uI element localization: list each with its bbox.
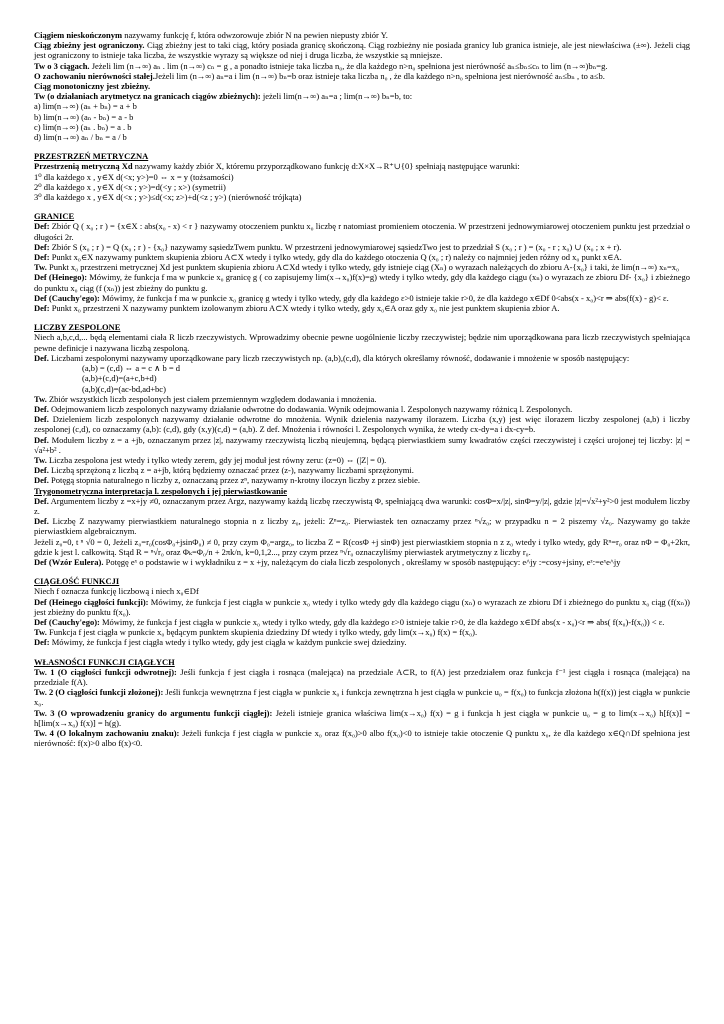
trig-text-2: Jeżeli z₀=0, t ⁿ √0 = 0, Jeżeli z₀=r₀(cosΦ₀+jsinΦ₀) ≠ 0, przy czym Φ₀=argz₀, to liczba Z = R(cosΦ +j sinΦ) jest pierwiastkiem stopnia n z z₀ wtedy i tylko wtedy, gdy Rⁿ=r₀ oraz nΦ = Φ₀+2kπ, gdzie k jest l. całkowitą. Stąd R = ⁿ√r₀ oraz Φₖ=Φ₀/n + 2πk/n, k=0,1,2..., przy czym przez ⁿ√r₀ oznaczyliśmy pierwiastek arytmetyczny z liczby r₀. <box>34 536 690 557</box>
complex-text-5: Liczbą sprzężoną z liczbą z = a+jb, którą będziemy oznaczać przez (z-), nazywamy liczbami sprzężonymi. <box>48 465 414 476</box>
limits-lead-4: Def (Heinego): <box>34 272 88 283</box>
metric-space-lead-0: Przestrzenią metryczną Xd <box>34 161 133 172</box>
limits-text-3: Punkt x₀ przestrzeni metrycznej Xd jest punktem skupienia zbioru A⊂Xd wtedy i tylko wtedy, gdy istnieje ciąg (Xₙ) o wyrazach należących do zbioru A-{x₀} i taki, że lim(n→∞) xₙ=x₀ <box>46 262 680 273</box>
complex-text-0: Zbiór wszystkich liczb zespolonych jest ciałem przemiennym względem dodawania i mnożenia. <box>46 393 377 404</box>
continuity-paragraph-3 <box>34 627 690 637</box>
sequences-text-1: Ciąg zbieżny jest to taki ciąg, który posiada granicę skończoną. Ciąg rozbieżny nie posiada granicy lub granica istnieje, ale jest niewłaściwa (±∞). Jeżeli ciąg jest ograniczony to istnieje taka liczba, że wszystkie wyrazy są większe od niej i druga liczba, że wszystkie są mniejsze. <box>34 40 691 61</box>
continuous-props-paragraph-3 <box>34 728 690 748</box>
limits-paragraph-2 <box>34 252 690 262</box>
metric-space-text-1: 1⁰ dla każdego x , y∈X d(<x; y>)=0 ⇔ x = y (tożsamości) <box>34 171 234 182</box>
complex-text-1: Odejmowaniem liczb zespolonych nazywamy działanie odwrotne do dodawania. Wynik odejmowania l. Zespolonych nazywamy różnicą l. Zespolonych. <box>48 403 573 414</box>
continuous-props-heading: WŁASNOŚCI FUNKCJI CIĄGŁYCH <box>34 656 175 667</box>
continuous-props-paragraph-0 <box>34 667 690 687</box>
complex-text-3: Modułem liczby z = a +jb, oznaczanym przez |z|, nazywamy rzeczywistą liczbą nieujemną, będącą pierwiastkiem sumy kwadratów części rzeczywistej i części urojonej tej liczby: |z| = √a²+b² . <box>34 434 690 455</box>
limits-paragraph-4 <box>34 272 690 292</box>
complex-lead-0: Tw. <box>34 393 47 404</box>
limits-text-5: Mówimy, że funkcja f ma w punkcie x₀ granicę g wtedy i tylko wtedy, gdy dla każdego ε>0 istnieje takie r>0, że dla każdego x∈Df 0<abs(x - x₀)<r ⇒ abs(f(x) - g)< ε. <box>99 292 669 303</box>
limits-text-2: Punkt x₀∈X nazywamy punktem skupienia zbioru A⊂X wtedy i tylko wtedy, gdy dla do każdego otoczenia Q (x₀ ; r) należy co najmniej jeden różny od x₀ punkt x∈A. <box>49 252 622 263</box>
sequences-paragraph-5 <box>34 91 690 101</box>
limit-rule-item-2: c) lim(n→∞) (aₙ . bₙ) = a . b <box>34 121 132 132</box>
continuous-props-lead-2: Tw. 3 (O wprowadzeniu granicy do argumentu funkcji ciągłej): <box>34 707 273 718</box>
continuity-text-0: Niech f oznacza funkcję liczbową i niech x₀∈Df <box>34 586 199 597</box>
sequences-paragraph-3 <box>34 71 690 81</box>
trig-lead-3: Def (Wzór Eulera). <box>34 556 104 567</box>
continuous-props-text-2: Jeżeli istnieje granica właściwa lim(x→x₀) f(x) = g i funkcja h jest ciągła w punkcie u₀ = g to lim(x→x₀) h[f(x)] = h[lim(x→x₀) f(x)] = h(g). <box>34 707 690 728</box>
complex-intro-text-1: Liczbami zespolonymi nazywamy uporządkowane pary liczb rzeczywistych np. (a,b),(c,d), dla których określamy równość, dodawanie i mnożenie w sposób następujący: <box>48 352 630 363</box>
complex-heading: LICZBY ZESPOLONE <box>34 322 121 333</box>
complex-paragraph-0 <box>34 394 690 404</box>
trig-paragraph-3 <box>34 557 690 567</box>
metric-space-heading: PRZESTRZEŃ METRYCZNA <box>34 151 149 162</box>
metric-space-text-2: 2⁰ dla każdego x , y∈X d(<x ; y>)=d(<y ; x>) (symetrii) <box>34 181 226 192</box>
metric-space-text-0: nazywamy każdy zbiór X, któremu przyporządkowano funkcję d:X×X→R⁺∪{0} spełniają następujące warunki: <box>132 161 520 172</box>
complex-intro-lead-1: Def. <box>34 352 49 363</box>
complex-def-item-1: (a,b)+(c,d)=(a+c,b+d) <box>82 373 157 384</box>
limits-lead-1: Def: <box>34 241 50 252</box>
complex-intro-text-0: Niech a,b,c,d,... będą elementami ciała R liczb rzeczywistych. Wprowadzimy obecnie pewne uogólnienie liczby rzeczywistej; będzie nim uporządkowana para liczb rzeczywistych spełniająca pewne definicje i nazywana liczbą zespoloną. <box>34 332 690 353</box>
sequences-text-3: Jeżeli lim (n→∞) aₙ=a i lim (n→∞) bₙ=b oraz istnieje taka liczba n₀ , że dla każdego n>n₀ spełniona jest nierówność aₙ≤bₙ , to a≤b. <box>154 70 605 81</box>
sequences-lead-3: O zachowaniu nierówności stałej. <box>34 70 155 81</box>
sequences-text-5: jeżeli lim(n→∞) aₙ=a ; lim(n→∞) bₙ=b, to: <box>260 91 413 102</box>
complex-lead-3: Def. <box>34 434 49 445</box>
complex-paragraph-1 <box>34 404 690 414</box>
limits-text-4: Mówimy, że funkcja f ma w punkcie x₀ granicę g ( co zapisujemy lim(x→x₀)f(x)=g) wtedy i tylko wtedy, gdy dla każdego ciągu (xₙ) o wyrazach ze zbioru Df- {x₀} i zbieżnego do punktu x₀ ciąg (f (xₙ)) jest zbieżny do punktu g. <box>34 272 690 293</box>
limits-paragraph-0 <box>34 221 690 241</box>
continuity-text-3: Funkcja f jest ciągła w punkcie x₀ będącym punktem skupienia dziedziny Df wtedy i tylko wtedy, gdy lim(x→x₀) f(x) = f(x₀). <box>46 627 478 638</box>
sequences-lead-0: Ciągiem nieskończonym <box>34 30 123 40</box>
sequences-lead-2: Tw o 3 ciągach. <box>34 60 90 71</box>
limits-text-1: Zbiór S (x₀ ; r ) = Q (x₀ ; r ) - {x₀} nazywamy sąsiedzTwem punktu. W przestrzeni jednowymiarowej sąsiedzTwo jest to przedział S (x₀ ; r ) = (x₀ - r ; x₀) ∪ (x₀ ; x + r). <box>49 241 622 252</box>
trig-lead-0: Def. <box>34 495 49 506</box>
sequences-paragraph-2 <box>34 61 690 71</box>
complex-text-2: Dzieleniem liczb zespolonych nazywamy działanie odwrotne do mnożenia. Wynik dzielenia nazywamy ilorazem. Liczba (x,y) jest więc ilorazem liczby zespolonej (a,b) i liczby zespolonej (c,d), co oznaczamy (a,b): (c,d), gdy (x,y)(c,d) = (a,b). Z def. Mnożenia i równości l. Zespolonych wynika, że wtedy cx-dy=a i dx-cy=b. <box>34 414 690 435</box>
continuous-props-paragraph-1 <box>34 687 690 707</box>
sequences-text-2: Jeżeli lim (n→∞) aₙ . lim (n→∞) cₙ = g , a ponadto istnieje taka liczba n₀, że dla każdego n>n₀ spełniona jest nierówność aₙ≤bₙ≤cₙ to lim (n→∞)bₙ=g. <box>89 60 608 71</box>
continuity-text-4: Mówimy, że funkcja f jest ciągła wtedy i tylko wtedy, gdy jest ciągła w każdym punkcie swej dziedziny. <box>49 637 407 648</box>
trig-paragraph-2 <box>34 537 690 557</box>
trig-paragraph-0 <box>34 496 690 516</box>
trig-text-0: Argumentem liczby z =x+jy ≠0, oznaczanym przez Argz, nazywamy każdą liczbę rzeczywistą Φ, spełniającą dwa warunki: cosΦ=x/|z|, sinΦ=y/|z|, gdzie |z|=√x²+y²>0 jest modułem liczby z. <box>34 495 690 516</box>
trig-text-1: Liczbę Z nazywamy pierwiastkiem naturalnego stopnia n z liczby z₀, jeżeli: Zⁿ=z₀. Pierwiastek ten oznaczamy przez ⁿ√z₀; w przypadku n = 2 piszemy √z₀. Nazywamy go także pierwiastkiem algebraicznym. <box>34 516 690 537</box>
continuity-paragraph-1 <box>34 597 690 617</box>
sequences-paragraph-0 <box>34 30 690 40</box>
complex-lead-1: Def. <box>34 403 49 414</box>
limits-lead-2: Def: <box>34 252 50 263</box>
complex-paragraph-3 <box>34 435 690 455</box>
complex-paragraph-6 <box>34 475 690 485</box>
complex-lead-5: Def. <box>34 465 49 476</box>
limits-lead-6: Def: <box>34 303 50 314</box>
complex-text-4: Liczba zespolona jest wtedy i tylko wtedy zerem, gdy jej moduł jest równy zeru: (z=0) ⇔ (|Z| = 0). <box>46 454 387 465</box>
complex-def-item-2: (a,b)(c,d)=(ac-bd,ad+bc) <box>82 383 166 394</box>
limits-lead-3: Tw. <box>34 262 47 273</box>
metric-space-text-3: 3⁰ dla każdego x , y∈X d(<x ; y>)≤d(<x; z>)+d(<z ; y>) (nierówność trójkąta) <box>34 192 302 203</box>
trig-paragraph-1 <box>34 516 690 536</box>
continuous-props-lead-0: Tw. 1 (O ciągłości funkcji odwrotnej): <box>34 666 177 677</box>
continuity-lead-3: Tw. <box>34 627 47 638</box>
sequences-paragraph-4 <box>34 81 690 91</box>
limits-heading: GRANICE <box>34 211 75 222</box>
limits-paragraph-5 <box>34 293 690 303</box>
complex-def-item-0: (a,b) = (c,d) ⇔ a = c ∧ b = d <box>82 363 181 374</box>
continuity-paragraph-4 <box>34 637 690 647</box>
complex-paragraph-4 <box>34 455 690 465</box>
limits-text-6: Punkt x₀ przestrzeni X nazywamy punktem izolowanym zbioru A⊂X wtedy i tylko wtedy, gdy x₀∈A oraz gdy x₀ nie jest punktem skupienia zbior A. <box>49 303 560 314</box>
continuity-lead-1: Def (Heinego ciągłości funkcji): <box>34 596 149 607</box>
continuity-heading: CIĄGŁOŚĆ FUNKCJI <box>34 576 120 587</box>
complex-intro-paragraph-1 <box>34 353 690 363</box>
metric-space-paragraph-1 <box>34 172 690 182</box>
trig-lead-1: Def. <box>34 516 49 527</box>
continuous-props-paragraph-2 <box>34 708 690 728</box>
continuity-paragraph-2 <box>34 617 690 627</box>
continuity-lead-2: Def (Cauchy'ego): <box>34 616 100 627</box>
continuity-text-1: Mówimy, że funkcja f jest ciągła w punkcie x₀ wtedy i tylko wtedy gdy dla każdego ciągu (xₙ) o wyrazach ze zbioru Df i zbieżnego do punktu x₀ ciąg (f(xₙ)) jest zbieżny do punktu f(x₀). <box>34 596 690 617</box>
limit-rule-item-3: d) lim(n→∞) aₙ / bₙ = a / b <box>34 132 127 143</box>
complex-intro-paragraph-0 <box>34 332 690 352</box>
continuous-props-text-0: Jeśli funkcja f jest ciągła i rosnąca (malejąca) na przedziale A⊂R, to f(A) jest przedziałem oraz funkcja f⁻¹ jest ciągła i rosnąca (malejąca) na przedziale f(A). <box>34 666 691 687</box>
continuity-text-2: Mówimy, że funkcja f jest ciągła w punkcie x₀ wtedy i tylko wtedy, gdy dla każdego ε>0 istnieje takie r>0, że dla każdego x∈Df abs(x - x₀)<r ⇒ abs( f(x₀)-f(x₀)) < ε. <box>99 616 665 627</box>
sequences-lead-4: Ciąg monotoniczny jest zbieżny. <box>34 81 151 92</box>
complex-lead-2: Def. <box>34 414 49 425</box>
sequences-lead-1: Ciąg zbieżny jest ograniczony. <box>34 40 145 51</box>
continuous-props-text-1: Jeśli funkcja wewnętrzna f jest ciągła w punkcie x₀ i funkcja zewnętrzna h jest ciągła w punkcie u₀ = f(x₀) to funkcja złożona h(f(x)) jest ciągła w punkcie x₀. <box>34 687 691 708</box>
limits-lead-5: Def (Cauchy'ego): <box>34 292 100 303</box>
continuous-props-text-3: Jeżeli funkcja f jest ciągła w punkcie x₀ oraz f(x₀)>0 albo f(x₀)<0 to istnieje takie otoczenie Q punktu x₀, że dla każdego x∈Q∩Df spełniona jest nierówność: f(x)>0 albo f(x)<0. <box>34 728 690 749</box>
limit-rule-item-1: b) lim(n→∞) (aₙ - bₙ) = a - b <box>34 111 134 122</box>
continuous-props-lead-3: Tw. 4 (O lokalnym zachowaniu znaku): <box>34 728 180 738</box>
metric-space-paragraph-3 <box>34 192 690 202</box>
sequences-lead-5: Tw (o działaniach arytmetycz na granicach ciągów zbieżnych): <box>34 91 261 102</box>
continuity-paragraph-0 <box>34 586 690 596</box>
limit-rule-item-0: a) lim(n→∞) (aₙ + bₙ) = a + b <box>34 101 137 112</box>
trig-text-3: Potęgę eˣ o podstawie w i wykładniku z = x +jy, należącym do ciała liczb zespolonych , określamy w sposób następujący: e^jy :=cosy+jsiny, eᶻ:=eˣe^jy <box>103 556 621 567</box>
continuous-props-lead-1: Tw. 2 (O ciągłości funkcji złożonej): <box>34 687 164 698</box>
complex-lead-6: Def. <box>34 475 49 486</box>
limits-paragraph-1 <box>34 242 690 252</box>
sequences-text-0: nazywamy funkcję f, która odwzorowuje zbiór N na pewien niepusty zbiór Y. <box>122 30 388 40</box>
limits-paragraph-3 <box>34 262 690 272</box>
complex-paragraph-2 <box>34 414 690 434</box>
metric-space-paragraph-2 <box>34 182 690 192</box>
limits-lead-0: Def: <box>34 221 50 232</box>
sequences-paragraph-1 <box>34 40 690 60</box>
continuity-lead-4: Def: <box>34 637 50 648</box>
metric-space-paragraph-0 <box>34 161 690 171</box>
limits-paragraph-6 <box>34 303 690 313</box>
trig-heading: Trygonometryczna interpretacja l. zespolonych i jej pierwiastkowanie <box>34 485 287 496</box>
complex-paragraph-5 <box>34 465 690 475</box>
limits-text-0: Zbiór Q ( x₀ ; r ) = {x∈X : abs(x₀ - x) < r } nazywamy otoczeniem punktu x₀ liczbę r natomiast promieniem otoczenia. W przestrzeni jednowymiarowej otoczeniem punktu jest przedział o długości 2r. <box>34 221 690 242</box>
complex-text-6: Potęgą stopnia naturalnego n liczby z, oznaczaną przez zⁿ, nazywamy n-krotny iloczyn liczby z przez siebie. <box>48 475 420 486</box>
complex-lead-4: Tw. <box>34 454 47 465</box>
